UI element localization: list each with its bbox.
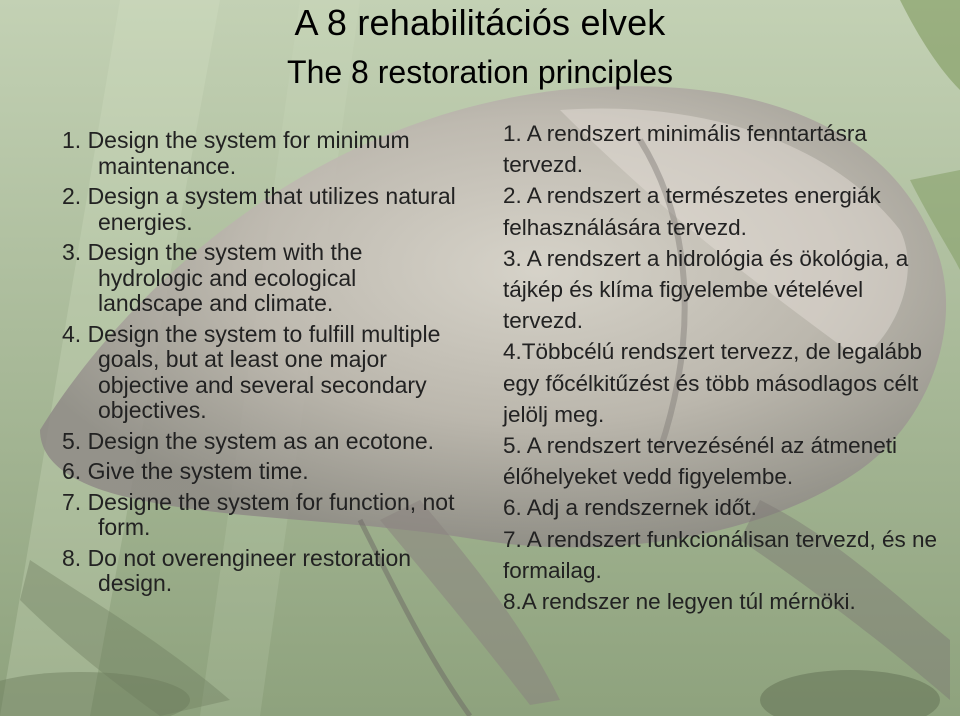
list-item: 6. Give the system time. bbox=[62, 458, 309, 484]
list-item: 6. Adj a rendszernek időt. bbox=[503, 495, 757, 521]
list-item: 2. A rendszert a természetes energiák felhasználására tervezd. bbox=[503, 183, 881, 240]
page-title: A 8 rehabilitációs elvek bbox=[294, 2, 666, 43]
list-item: 3. Design the system with the hydrologic and ecological landscape and climate. bbox=[62, 239, 363, 316]
list-item: 2. Design a system that utilizes natural energies. bbox=[62, 183, 456, 235]
page-subtitle: The 8 restoration principles bbox=[287, 54, 673, 90]
list-item: 1. A rendszert minimális fenntartásra tervezd. bbox=[503, 121, 867, 178]
list-item: 8.A rendszer ne legyen túl mérnöki. bbox=[503, 589, 856, 615]
list-item: 3. A rendszert a hidrológia és ökológia, a tájkép és klíma figyelembe vételével tervezd. bbox=[503, 245, 909, 334]
english-principles-list bbox=[62, 128, 462, 602]
list-item: 1. Design the system for minimum maintenance. bbox=[62, 127, 410, 179]
list-item: 4. Design the system to fulfill multiple goals, but at least one major objective and several secondary objectives. bbox=[62, 320, 441, 423]
list-item: 8. Do not overengineer restoration design. bbox=[62, 544, 412, 596]
list-item: 5. Design the system as an ecotone. bbox=[62, 427, 435, 454]
list-item: 7. A rendszert funkcionálisan tervezd, és ne formailag. bbox=[503, 526, 938, 583]
list-item: 4.Többcélú rendszert tervezz, de legalább egy főcélkitűzést és több másodlagos célt jelölj meg. bbox=[503, 339, 922, 427]
list-item: 5. A rendszert tervezésénél az átmeneti élőhelyeket vedd figyelembe. bbox=[503, 433, 897, 490]
hungarian-principles-list bbox=[503, 118, 943, 617]
list-item: 7. Designe the system for function, not form. bbox=[62, 488, 455, 540]
